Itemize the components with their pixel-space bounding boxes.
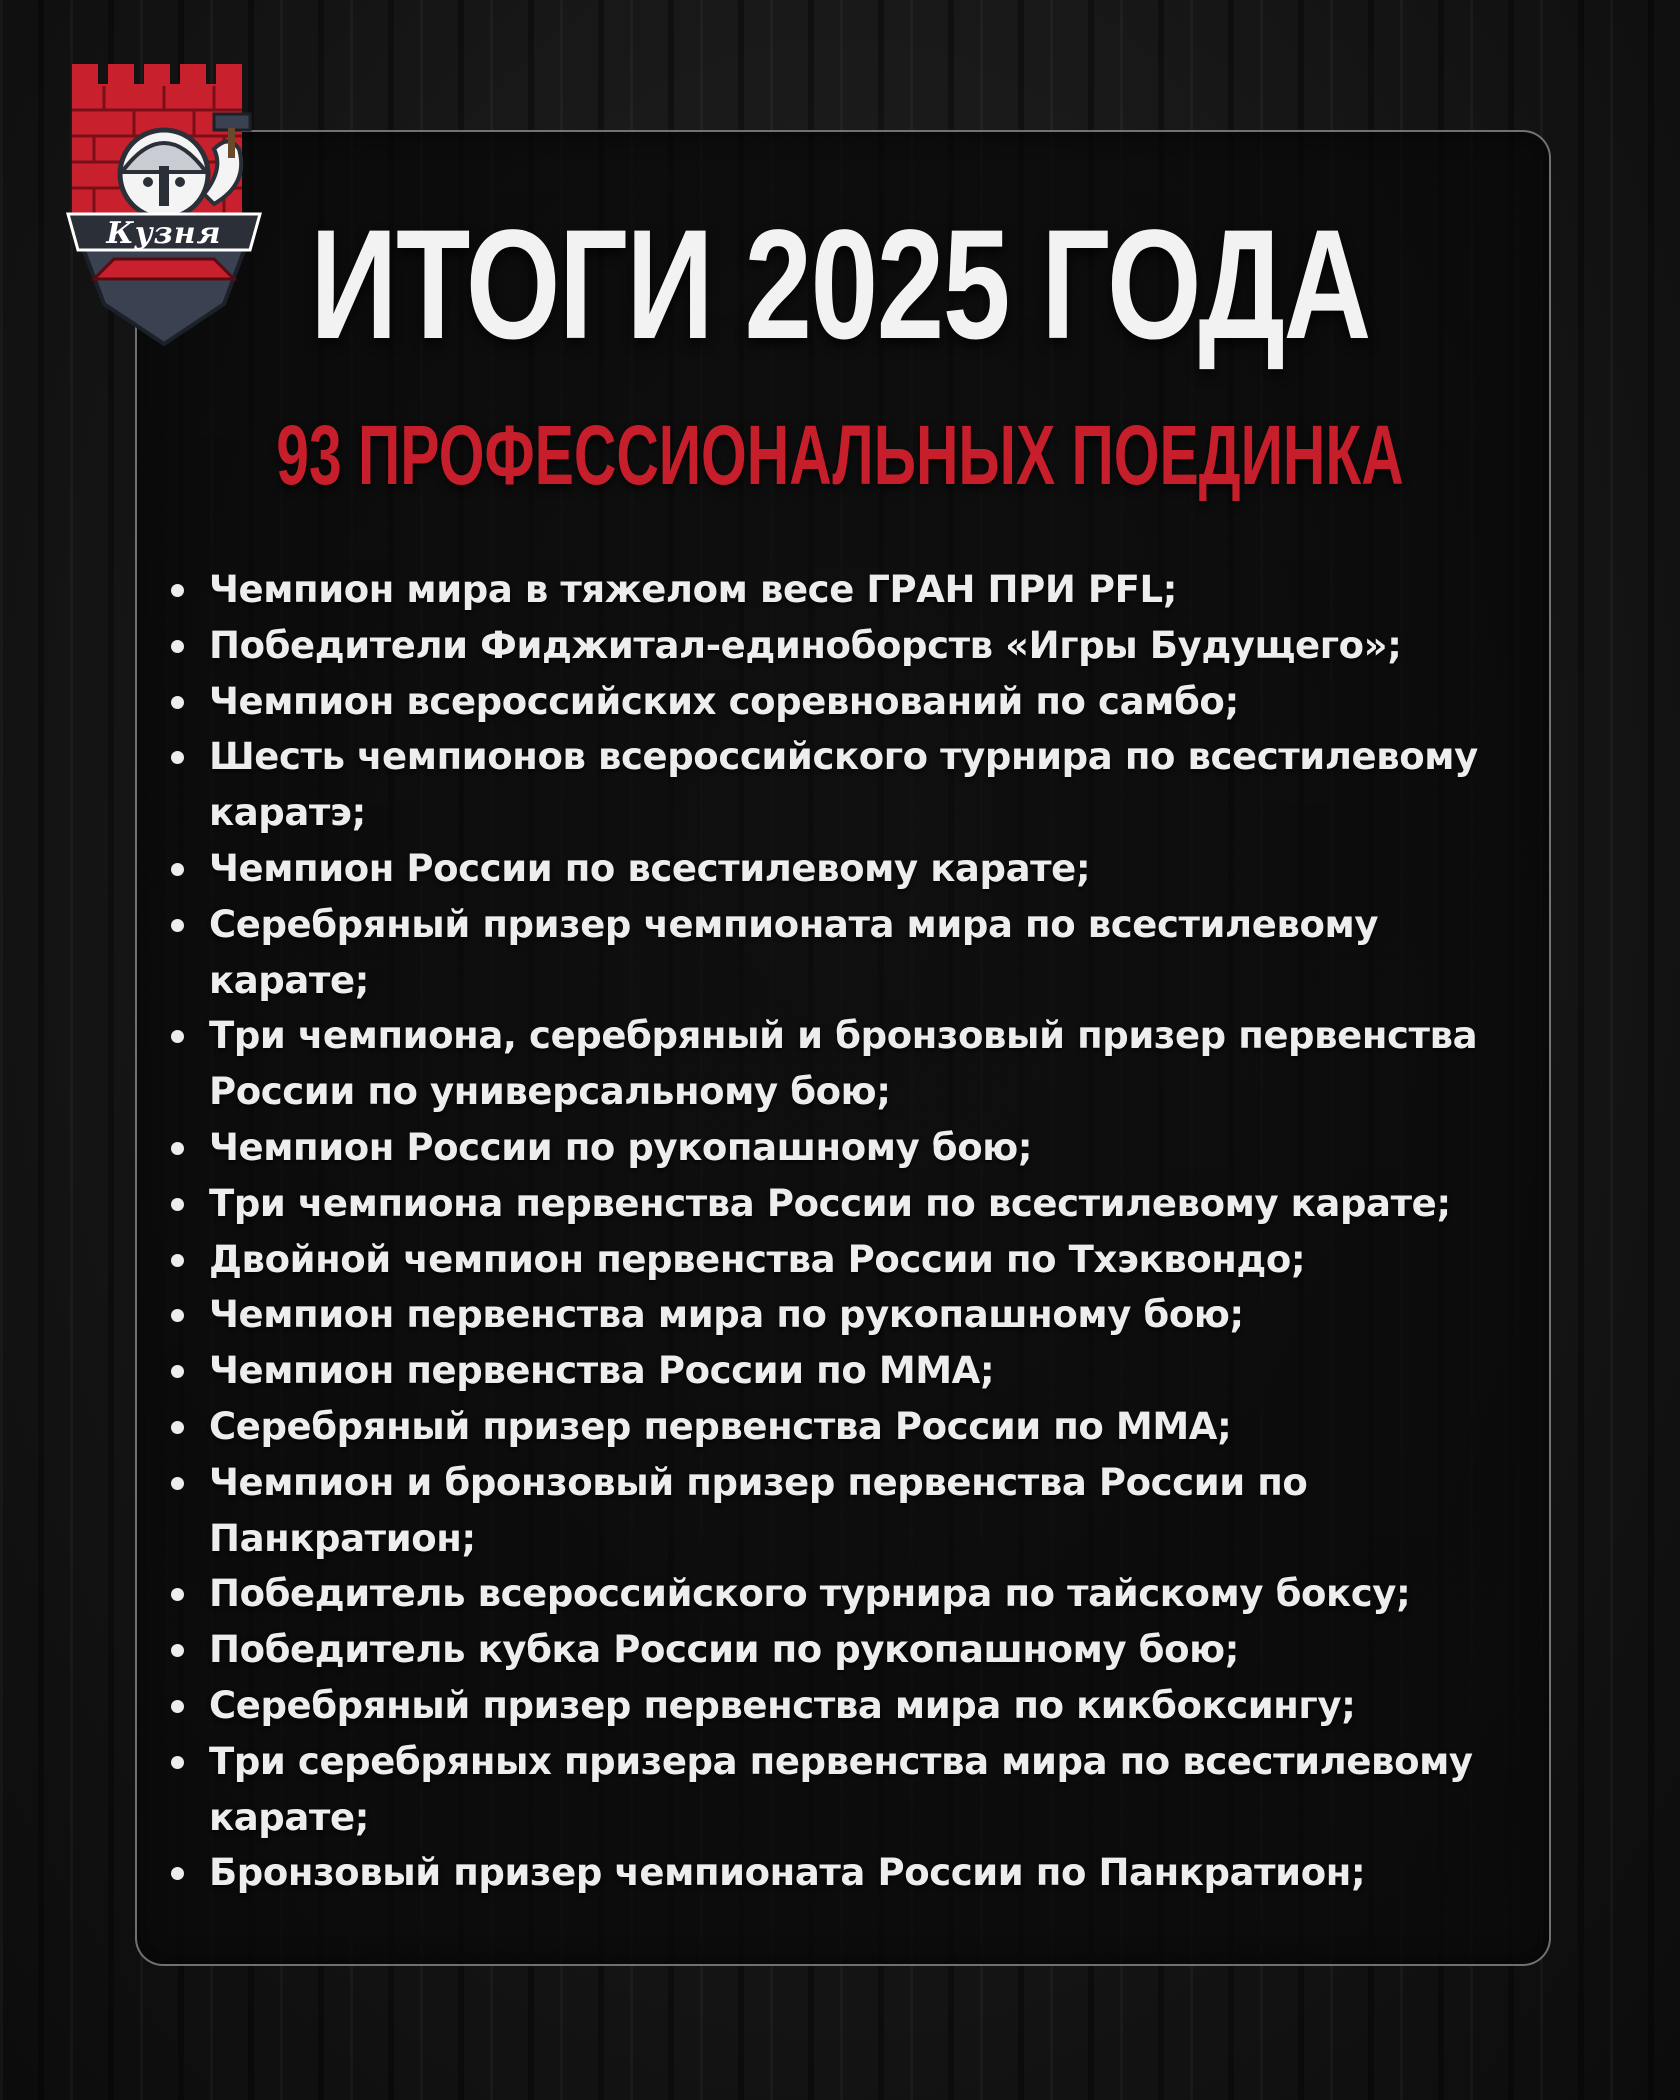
- bullet-icon: [171, 863, 184, 876]
- list-item-text: Чемпион первенства России по ММА;: [209, 1349, 995, 1393]
- bullet-icon: [171, 1198, 184, 1211]
- bullet-icon: [171, 1030, 184, 1043]
- list-item: [165, 562, 1535, 618]
- list-item-text: Победитель кубка России по рукопашному бою;: [209, 1628, 1240, 1672]
- list-item: [165, 674, 1535, 730]
- list-item: [165, 1455, 1535, 1567]
- list-item-text: Победитель всероссийского турнира по тайскому боксу;: [209, 1572, 1411, 1616]
- list-item-text: Победители Фиджитал-единоборств «Игры Будущего»;: [209, 623, 1402, 667]
- list-item-text: Чемпион России по всестилевому карате;: [209, 846, 1091, 890]
- list-item-text: Три чемпиона первенства России по всестилевому карате;: [209, 1181, 1451, 1225]
- list-item-text: Чемпион России по рукопашному бою;: [209, 1125, 1033, 1169]
- list-item: [165, 1343, 1535, 1399]
- list-item-text: Двойной чемпион первенства России по Тхэквондо;: [209, 1237, 1306, 1281]
- list-item: [165, 1566, 1535, 1622]
- list-item: [165, 841, 1535, 897]
- list-item-text: Чемпион всероссийских соревнований по самбо;: [209, 679, 1239, 723]
- list-item-text: Серебряный призер первенства России по ММА;: [209, 1404, 1232, 1448]
- list-item: [165, 1008, 1535, 1120]
- list-item-text: Бронзовый призер чемпионата России по Панкратион;: [209, 1851, 1366, 1895]
- bullet-icon: [171, 1867, 184, 1880]
- bullet-icon: [171, 1365, 184, 1378]
- list-item-text: Чемпион первенства мира по рукопашному бою;: [209, 1293, 1244, 1337]
- bullet-icon: [171, 1309, 184, 1322]
- bullet-icon: [171, 751, 184, 764]
- list-item-text: Чемпион и бронзовый призер первенства России по Панкратион;: [209, 1460, 1308, 1560]
- list-item-text: Серебряный призер чемпионата мира по всестилевому карате;: [209, 902, 1379, 1002]
- page-title: ИТОГИ 2025 ГОДА: [310, 198, 1370, 372]
- list-item: [165, 1120, 1535, 1176]
- list-item: [165, 1176, 1535, 1232]
- list-item-text: Три чемпиона, серебряный и бронзовый призер первенства России по универсальному бою;: [209, 1014, 1478, 1114]
- bullet-icon: [171, 1756, 184, 1769]
- list-item: [165, 1678, 1535, 1734]
- list-item: [165, 618, 1535, 674]
- list-item: [165, 1734, 1535, 1846]
- bullet-icon: [171, 1700, 184, 1713]
- bullet-icon: [171, 696, 184, 709]
- list-item: [165, 1622, 1535, 1678]
- bullet-icon: [171, 1644, 184, 1657]
- bullet-icon: [171, 640, 184, 653]
- list-item: [165, 1399, 1535, 1455]
- list-item: [165, 1845, 1535, 1901]
- bullet-icon: [171, 919, 184, 932]
- list-item: [165, 1287, 1535, 1343]
- list-item-text: Серебряный призер первенства мира по кикбоксингу;: [209, 1683, 1356, 1727]
- bullet-icon: [171, 1254, 184, 1267]
- achievements-list: [165, 562, 1535, 1901]
- list-item-text: Три серебряных призера первенства мира по всестилевому карате;: [209, 1739, 1473, 1839]
- list-item-text: Чемпион мира в тяжелом весе ГРАН ПРИ PFL;: [209, 568, 1178, 611]
- bullet-icon: [171, 1142, 184, 1155]
- bullet-icon: [171, 1421, 184, 1434]
- logo-text: Кузня: [106, 216, 222, 251]
- bullet-icon: [171, 1588, 184, 1601]
- list-item-text: Шесть чемпионов всероссийского турнира по всестилевому каратэ;: [209, 735, 1478, 835]
- list-item: [165, 1232, 1535, 1288]
- page-subtitle: 93 ПРОФЕССИОНАЛЬНЫХ ПОЕДИНКА: [276, 408, 1404, 502]
- bullet-icon: [171, 584, 184, 597]
- list-item: [165, 729, 1535, 841]
- list-item: [165, 897, 1535, 1009]
- bullet-icon: [171, 1477, 184, 1490]
